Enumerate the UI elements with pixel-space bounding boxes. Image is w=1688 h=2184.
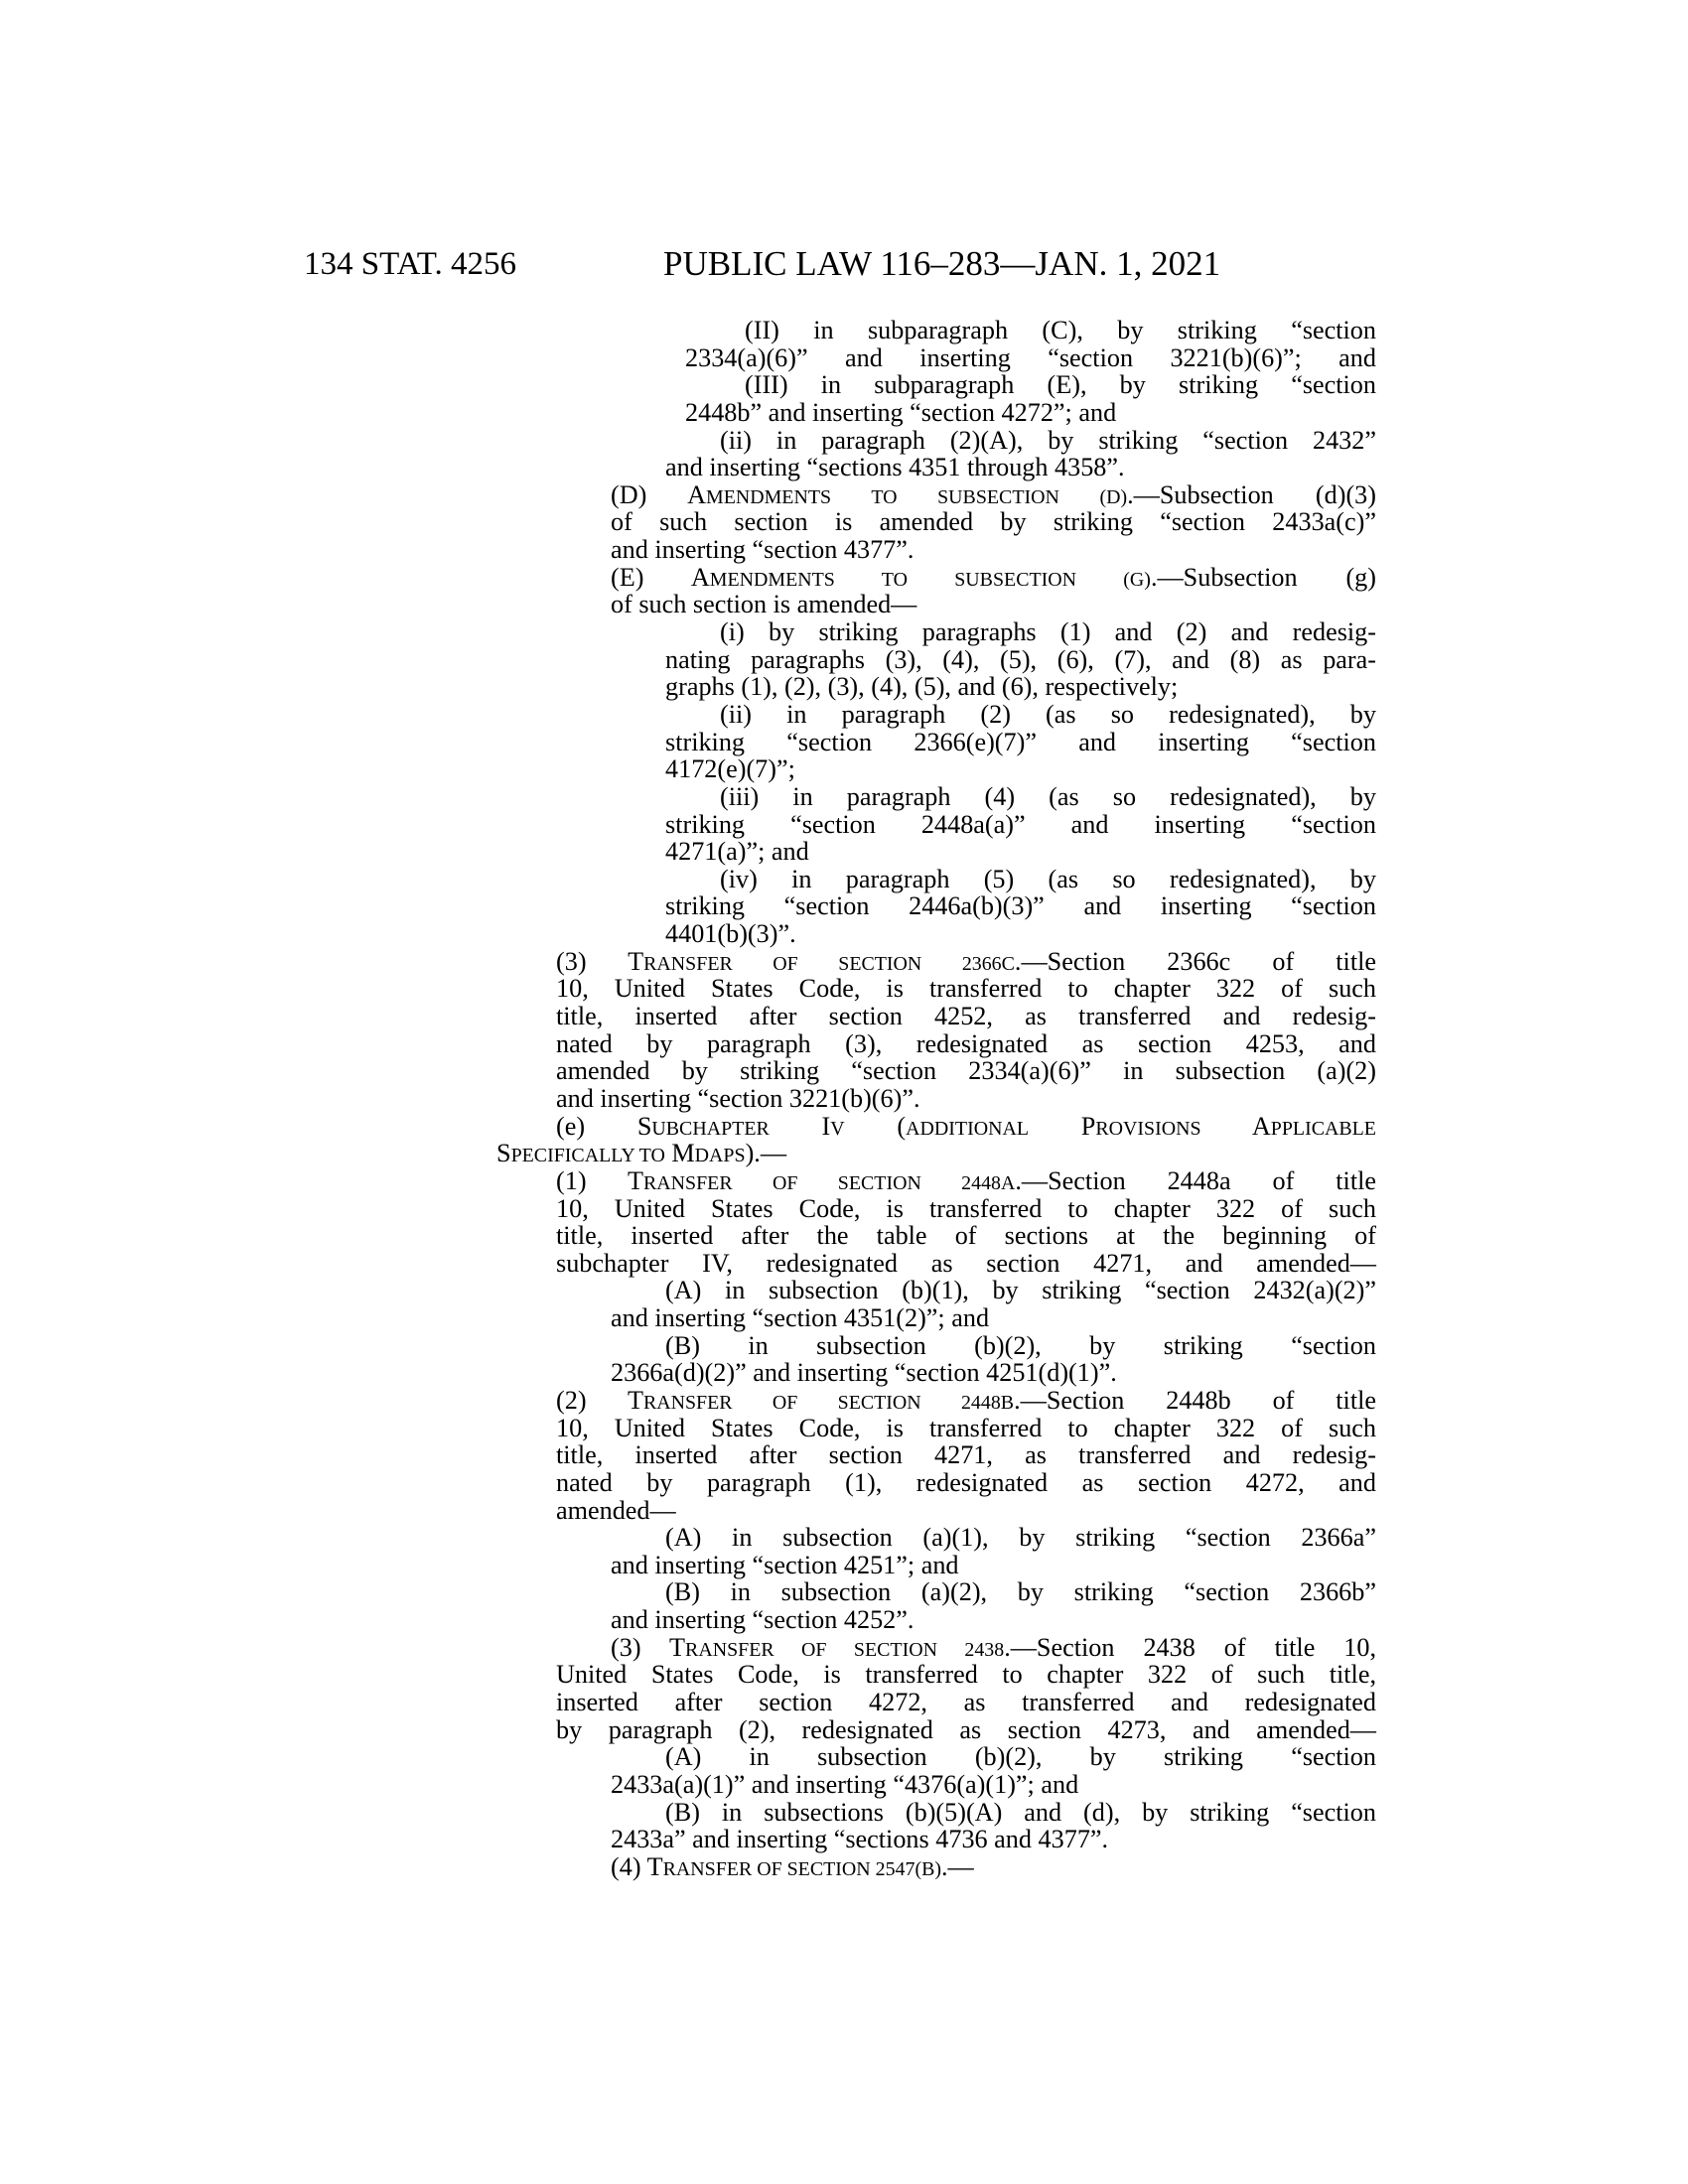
- text-line: [496, 1387, 1376, 1415]
- text-run: inserted after section 4272, as transferred and redesignated: [556, 1688, 1376, 1717]
- text-line: [496, 399, 1376, 427]
- small-caps-text: RANSFER OF SECTION 2366C: [643, 952, 1015, 975]
- text-run: nated by paragraph (1), redesignated as section 4272, and: [556, 1467, 1376, 1497]
- text-line: [496, 536, 1376, 564]
- text-run: by paragraph (2), redesignated as section 4273, and amended—: [556, 1714, 1376, 1744]
- small-caps-text: ROVISIONS: [1095, 1117, 1201, 1140]
- text-run: and inserting “sections 4351 through 4358”.: [665, 453, 1125, 482]
- document-body: [496, 317, 1376, 1881]
- text-run: (B) in subsections (b)(5)(A) and (d), by striking “section: [665, 1797, 1376, 1827]
- text-run: (B) in subsection (b)(2), by striking “section: [665, 1330, 1376, 1360]
- text-line: [496, 1250, 1376, 1278]
- text-line: [496, 1085, 1376, 1113]
- text-line: [496, 1359, 1376, 1387]
- text-line: [496, 755, 1376, 783]
- text-run: (ii) in paragraph (2) (as so redesignated), by: [720, 699, 1376, 729]
- text-line: [496, 1195, 1376, 1223]
- text-run: nating paragraphs (3), (4), (5), (6), (7), and (8) as para-: [665, 644, 1376, 674]
- text-line: [496, 1113, 1376, 1141]
- text-run: .—Subsection (d)(3): [1127, 479, 1376, 509]
- text-line: [496, 1716, 1376, 1744]
- text-run: graphs (1), (2), (3), (4), (5), and (6), respectively;: [665, 672, 1179, 702]
- text-run: 2433a(a)(1)” and inserting “4376(a)(1)”; and: [611, 1769, 1079, 1799]
- text-run: .—: [941, 1851, 974, 1881]
- text-line: [496, 1853, 1376, 1881]
- text-run: 2433a” and inserting “sections 4736 and 4377”.: [611, 1825, 1109, 1854]
- text-line: [496, 1578, 1376, 1606]
- text-run: title, inserted after section 4252, as transferred and redesig-: [556, 1002, 1376, 1031]
- text-line: [496, 1304, 1376, 1332]
- text-run: P: [1029, 1111, 1096, 1141]
- text-line: [496, 838, 1376, 866]
- text-line: [496, 317, 1376, 344]
- text-line: [496, 1524, 1376, 1552]
- text-run: amended—: [556, 1495, 676, 1525]
- small-caps-text: RANSFER OF SECTION 2547(B): [662, 1857, 941, 1880]
- text-line: [496, 811, 1376, 839]
- text-line: [496, 646, 1376, 674]
- text-run: striking “section 2448a(a)” and inserting “section: [665, 809, 1376, 839]
- text-run: subchapter IV, redesignated as section 4271, and amended—: [556, 1248, 1376, 1278]
- text-run: of such section is amended—: [611, 590, 917, 619]
- text-run: (: [844, 1111, 907, 1141]
- text-line: [496, 1634, 1376, 1662]
- text-run: striking “section 2446a(b)(3)” and inserting “section: [665, 891, 1376, 921]
- small-caps-text: UBCHAPTER: [651, 1117, 770, 1140]
- small-caps-text: RANSFER OF SECTION 2448A: [643, 1171, 1016, 1194]
- text-run: 4271(a)”; and: [665, 837, 809, 867]
- text-run: .—Section 2448b of title: [1014, 1385, 1377, 1415]
- text-run: (III) in subparagraph (E), by striking “section: [745, 370, 1376, 400]
- text-run: .—Section 2448a of title: [1015, 1165, 1376, 1195]
- text-run: and inserting “section 4377”.: [611, 535, 914, 565]
- text-run: (e) S: [556, 1111, 652, 1141]
- text-run: 4172(e)(7)”;: [665, 754, 795, 784]
- text-line: [496, 1469, 1376, 1497]
- text-run: (iv) in paragraph (5) (as so redesignated), by: [720, 864, 1376, 893]
- text-line: [496, 948, 1376, 976]
- text-line: [496, 1441, 1376, 1469]
- text-line: [496, 1140, 1376, 1167]
- text-run: (i) by striking paragraphs (1) and (2) and redesig-: [720, 617, 1376, 647]
- text-line: [496, 1771, 1376, 1799]
- text-run: (3) T: [611, 1632, 686, 1662]
- small-caps-text: DAPS: [694, 1145, 746, 1167]
- text-line: [496, 673, 1376, 701]
- text-run: and inserting “section 4252”.: [611, 1605, 914, 1635]
- text-run: 4401(b)(3)”.: [665, 919, 796, 949]
- text-run: (4) T: [611, 1851, 663, 1881]
- text-run: (E) A: [611, 562, 710, 592]
- text-line: [496, 618, 1376, 646]
- text-line: [496, 1030, 1376, 1058]
- text-run: (B) in subsection (a)(2), by striking “section 2366b”: [665, 1577, 1376, 1607]
- small-caps-text: RANSFER OF SECTION 2448B: [642, 1391, 1015, 1414]
- text-line: [496, 371, 1376, 399]
- text-run: and inserting “section 3221(b)(6)”.: [556, 1083, 920, 1113]
- text-run: (ii) in paragraph (2)(A), by striking “section 2432”: [720, 425, 1376, 455]
- text-line: [496, 866, 1376, 893]
- text-run: M: [664, 1139, 695, 1168]
- text-line: [496, 892, 1376, 920]
- text-line: [496, 1661, 1376, 1689]
- text-run: of such section is amended by striking “section 2433a(c)”: [611, 507, 1376, 537]
- text-line: [496, 1606, 1376, 1634]
- text-line: [496, 1743, 1376, 1771]
- text-run: (3) T: [556, 946, 644, 976]
- text-line: [496, 1277, 1376, 1304]
- text-run: (2) T: [556, 1385, 643, 1415]
- text-run: 10, United States Code, is transferred to chapter 322 of such: [556, 1413, 1376, 1442]
- text-run: .—Subsection (g): [1150, 562, 1376, 592]
- text-run: (II) in subparagraph (C), by striking “section: [745, 316, 1376, 344]
- text-line: [496, 564, 1376, 592]
- text-line: [496, 1167, 1376, 1195]
- text-run: and inserting “section 4351(2)”; and: [611, 1303, 990, 1333]
- text-run: 2448b” and inserting “section 4272”; and: [685, 397, 1117, 427]
- text-run: (A) in subsection (a)(1), by striking “section 2366a”: [665, 1523, 1376, 1553]
- text-run: .—Section 2366c of title: [1014, 946, 1376, 976]
- text-run: A: [1200, 1111, 1271, 1141]
- text-line: [496, 1003, 1376, 1030]
- text-run: (D) A: [611, 479, 706, 509]
- small-caps-text: RANSFER OF SECTION 2438: [685, 1638, 1005, 1661]
- text-run: United States Code, is transferred to chapter 322 of such title,: [556, 1660, 1376, 1690]
- text-run: .—Section 2438 of title 10,: [1004, 1632, 1377, 1662]
- text-line: [496, 920, 1376, 948]
- text-line: [496, 701, 1376, 729]
- text-line: [496, 729, 1376, 756]
- small-caps-text: ADDITIONAL: [906, 1117, 1029, 1140]
- text-line: [496, 427, 1376, 455]
- text-run: 10, United States Code, is transferred to chapter 322 of such: [556, 1193, 1376, 1223]
- text-run: (A) in subsection (b)(1), by striking “section 2432(a)(2)”: [665, 1276, 1376, 1305]
- stat-reference: 134 STAT. 4256: [304, 246, 517, 282]
- text-run: amended by striking “section 2334(a)(6)” in subsection (a)(2): [556, 1056, 1376, 1086]
- text-run: 10, United States Code, is transferred to chapter 322 of such: [556, 974, 1376, 1004]
- small-caps-text: MENDMENTS TO SUBSECTION (G): [709, 568, 1151, 591]
- text-line: [496, 1057, 1376, 1085]
- text-run: striking “section 2366(e)(7)” and inserting “section: [665, 727, 1376, 756]
- text-run: S: [496, 1139, 511, 1168]
- text-line: [496, 344, 1376, 372]
- text-line: [496, 783, 1376, 811]
- text-run: (iii) in paragraph (4) (as so redesignated), by: [720, 781, 1376, 811]
- page-header: [0, 244, 1688, 294]
- text-run: ).—: [745, 1139, 787, 1168]
- text-run: and inserting “section 4251”; and: [611, 1550, 959, 1579]
- text-line: [496, 454, 1376, 481]
- small-caps-text: PPLICABLE: [1270, 1117, 1376, 1140]
- text-line: [496, 1222, 1376, 1250]
- text-line: [496, 1332, 1376, 1360]
- text-run: (1) T: [556, 1165, 643, 1195]
- text-line: [496, 508, 1376, 536]
- text-line: [496, 1552, 1376, 1579]
- text-line: [496, 1497, 1376, 1525]
- text-run: (A) in subsection (b)(2), by striking “section: [665, 1742, 1376, 1772]
- text-line: [496, 1826, 1376, 1853]
- text-line: [496, 975, 1376, 1003]
- text-run: 2366a(d)(2)” and inserting “section 4251(d)(1)”.: [611, 1358, 1117, 1388]
- public-law-title: PUBLIC LAW 116–283—JAN. 1, 2021: [663, 244, 1221, 283]
- small-caps-text: V: [830, 1117, 845, 1140]
- text-run: nated by paragraph (3), redesignated as section 4253, and: [556, 1028, 1376, 1058]
- text-run: 2334(a)(6)” and inserting “section 3221(b)(6)”; and: [685, 342, 1376, 372]
- small-caps-text: MENDMENTS TO SUBSECTION (D): [706, 485, 1128, 508]
- text-run: I: [769, 1111, 831, 1141]
- text-line: [496, 591, 1376, 618]
- text-line: [496, 1799, 1376, 1827]
- small-caps-text: PECIFICALLY TO: [510, 1145, 665, 1167]
- text-run: title, inserted after the table of sections at the beginning of: [556, 1221, 1376, 1251]
- text-line: [496, 481, 1376, 509]
- text-line: [496, 1415, 1376, 1442]
- text-line: [496, 1689, 1376, 1716]
- text-run: title, inserted after section 4271, as transferred and redesig-: [556, 1440, 1376, 1470]
